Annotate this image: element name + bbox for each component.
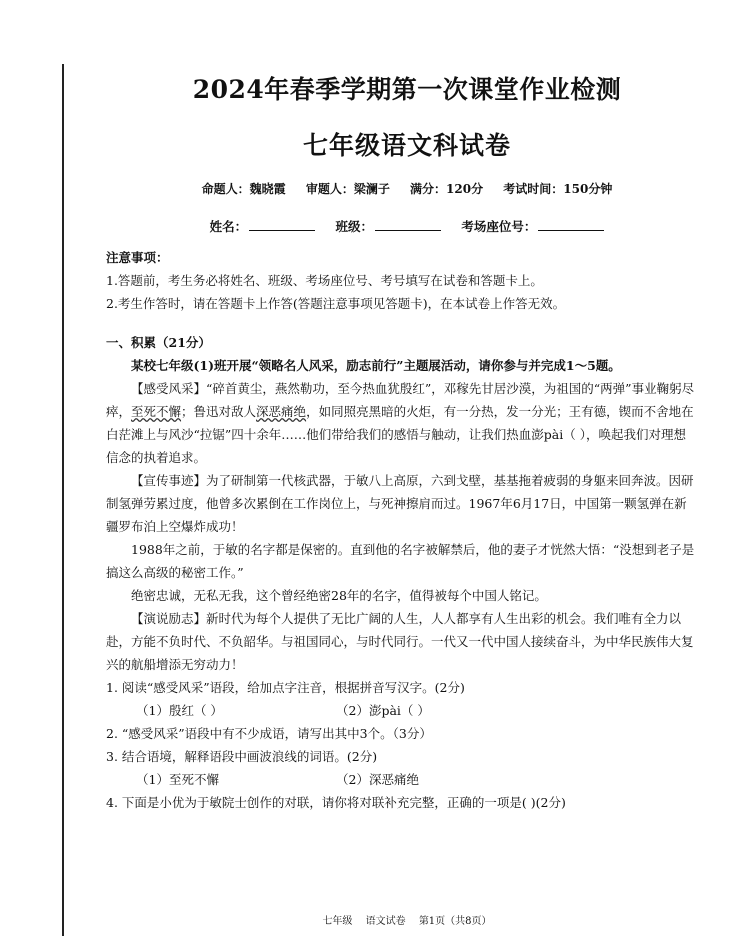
question-3b[interactable]: （2）深恶痛绝 <box>336 772 419 787</box>
para1-text-a: 【感受风采】“碎首黄尘，燕然勒功，至今热血犹殷红”，邓稼先甘居沙漠，为祖国的“两弹”事业鞠躬尽瘁， <box>106 381 695 419</box>
name-label: 姓名： <box>209 219 248 234</box>
exam-meta <box>112 180 702 197</box>
footer-grade: 七年级 <box>322 916 353 927</box>
seat-blank[interactable] <box>538 218 604 231</box>
page-footer <box>112 912 702 927</box>
question-3-subitems <box>106 768 696 791</box>
class-label: 班级： <box>335 219 373 234</box>
student-fields <box>112 217 702 235</box>
passage-para-2: 【宣传事迹】为了研制第一代核武器，于敏八上高原，六到戈壁，基基拖着疲弱的身躯来回奔波。因研制氢弹劳累过度，他曾多次累倒在工作岗位上，与死神擦肩而过。1967年6月17日，中国第一颗氢弹在新疆罗布泊上空爆炸成功！ <box>106 473 694 534</box>
question-2: 2. “感受风采”语段中有不少成语，请写出其中3个。（3分） <box>106 726 432 741</box>
section-heading: 一、积累（21分） <box>106 335 211 350</box>
total-score: 满分：120分 <box>410 182 484 196</box>
exam-title: 2024年春季学期第一次课堂作业检测 <box>192 75 622 104</box>
seat-field[interactable] <box>461 219 604 234</box>
wavy-word-1: 至死不懈 <box>131 404 182 419</box>
exam-time: 考试时间：150分钟 <box>503 182 613 196</box>
exam-body <box>106 246 696 814</box>
question-1a[interactable]: （1）殷红（ ） <box>136 703 223 718</box>
passage-para-5: 【演说励志】新时代为每个人提供了无比广阔的人生，人人都享有人生出彩的机会。我们唯有全力以赴，方能不负时代、不负韶华。与祖国同心，与时代同行。一代又一代中国人接续奋斗，为中华民族伟大复兴的航船增添无穷动力！ <box>106 611 694 672</box>
footer-subject: 语文试卷 <box>365 916 406 927</box>
para1-text-c: ，如同照亮黑暗的火炬，有一分热，发一分光；王有德，锲而不舍地在白茫滩上与风沙“拉锯”四十余年……他们带给我们的感悟与触动，让我们热血澎pài（ ），唤起我们对理想信念的执着追求。 <box>106 404 694 465</box>
question-1b[interactable]: （2）澎pài（ ） <box>336 703 430 718</box>
reviewer: 审题人：梁澜子 <box>305 182 390 196</box>
seat-label: 考场座位号： <box>461 219 537 234</box>
class-blank[interactable] <box>375 218 441 231</box>
question-1: 1. 阅读“感受风采”语段，给加点字注音，根据拼音写汉字。(2分) <box>106 680 465 695</box>
class-field[interactable] <box>335 219 441 234</box>
question-1-subitems <box>106 699 696 722</box>
setter: 命题人：魏晓霞 <box>201 182 286 196</box>
passage-para-3: 1988年之前，于敏的名字都是保密的。直到他的名字被解禁后，他的妻子才恍然大悟：“没想到老子是搞这么高级的秘密工作。” <box>106 542 695 580</box>
wavy-word-2: 深恶痛绝 <box>256 404 307 419</box>
exam-subtitle: 七年级语文科试卷 <box>302 131 511 160</box>
footer-page: 第1页（共8页） <box>418 916 492 927</box>
notes-heading: 注意事项： <box>106 250 169 265</box>
name-blank[interactable] <box>249 218 315 231</box>
question-4: 4. 下面是小优为于敏院士创作的对联，请你将对联补充完整，正确的一项是( )(2分) <box>106 795 566 810</box>
name-field[interactable] <box>210 219 316 234</box>
para1-text-b: ；鲁迅对敌人 <box>181 404 257 419</box>
question-3: 3. 结合语境，解释语段中画波浪线的词语。(2分) <box>106 749 378 764</box>
passage-para-1 <box>106 377 696 469</box>
note-item-1: 1.答题前，考生务必将姓名、班级、考场座位号、考号填写在试卷和答题卡上。 <box>106 273 543 288</box>
note-item-2: 2.考生作答时，请在答题卡上作答(答题注意事项见答题卡)，在本试卷上作答无效。 <box>106 296 566 311</box>
passage-para-4: 绝密忠诚，无私无我，这个曾经绝密28年的名字，值得被每个中国人铭记。 <box>131 588 547 603</box>
binding-margin-line <box>62 64 64 936</box>
question-3a[interactable]: （1）至死不懈 <box>136 772 219 787</box>
section-intro: 某校七年级(1)班开展“领略名人风采，励志前行”主题展活动，请你参与并完成1～5题。 <box>131 358 621 373</box>
